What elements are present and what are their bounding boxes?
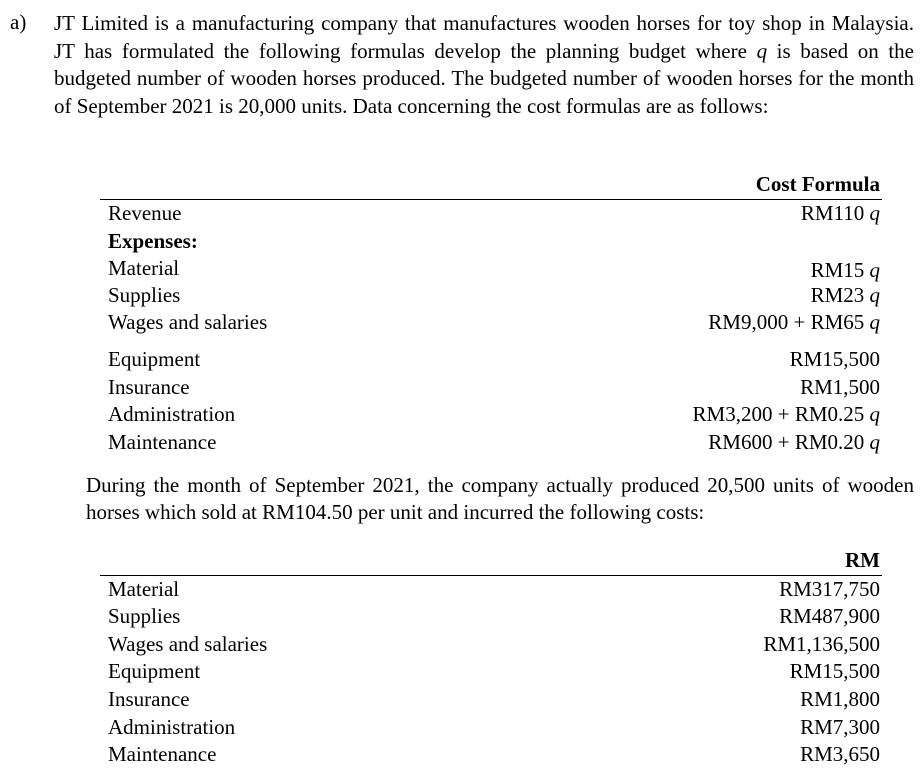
q-variable: q: [756, 38, 768, 63]
row-label: Wages and salaries: [108, 310, 268, 334]
question-intro: [54, 10, 914, 120]
row-value: RM9,000 + RM65 q: [708, 310, 880, 334]
row-value: RM1,800: [800, 687, 880, 711]
table-row: [100, 577, 882, 605]
table-row: [100, 310, 882, 338]
row-label: Maintenance: [108, 430, 217, 454]
row-value: RM1,136,500: [763, 632, 880, 656]
row-value: RM317,750: [779, 577, 880, 601]
row-value: RM23 q: [810, 283, 880, 307]
header-divider: [100, 199, 882, 200]
table-row: [100, 347, 882, 375]
table-row: [100, 687, 882, 715]
cost-formula-table: [100, 170, 882, 460]
row-label: Material: [108, 577, 180, 601]
row-label: Equipment: [108, 347, 201, 371]
row-label: Wages and salaries: [108, 632, 268, 656]
table-row: [100, 604, 882, 632]
row-label: Maintenance: [108, 742, 217, 766]
row-label: Equipment: [108, 659, 201, 683]
intro-text-2: is based on the budgeted number of wooden horses produced. The budgeted number of wooden horses for the month of September 2021 is 20,000 units. Data concerning the cost formulas are as follows:: [54, 38, 914, 118]
rm-header: RM: [845, 548, 880, 572]
table-row: [100, 659, 882, 687]
expenses-heading: Expenses:: [108, 229, 198, 253]
row-label: Material: [108, 256, 180, 280]
row-label: Revenue: [108, 201, 182, 225]
row-label: Supplies: [108, 283, 181, 307]
row-value: RM110 q: [800, 201, 880, 225]
row-value: RM15 q: [810, 258, 880, 282]
row-label: Supplies: [108, 604, 181, 628]
question-label: a): [10, 10, 27, 34]
row-label: Insurance: [108, 687, 190, 711]
table-row: [100, 402, 882, 430]
intro-text-1: JT Limited is a manufacturing company that manufactures wooden horses for toy shop in Malaysia. JT has formulated the following formulas develop the planning budget where: [54, 11, 914, 63]
row-value: RM15,500: [789, 659, 880, 683]
row-label: Administration: [108, 402, 236, 426]
row-value: RM3,650: [800, 742, 880, 766]
table-row: [100, 632, 882, 660]
row-value: RM1,500: [800, 375, 880, 399]
cost-formula-header: Cost Formula: [755, 172, 880, 196]
table-row: [100, 430, 882, 458]
table-row: [100, 742, 882, 770]
actual-costs-intro: During the month of September 2021, the company actually produced 20,500 units of wooden horses which sold at RM104.50 per unit and incurred the following costs:: [86, 473, 914, 524]
row-value: RM487,900: [779, 604, 880, 628]
row-label: Administration: [108, 715, 236, 739]
row-value: RM600 + RM0.20 q: [708, 430, 880, 454]
table-row: [100, 715, 882, 743]
table-row: [100, 229, 882, 257]
table-row: [100, 256, 882, 284]
row-value: RM15,500: [789, 347, 880, 371]
row-label: Insurance: [108, 375, 190, 399]
row-value: RM7,300: [800, 715, 880, 739]
table-row: [100, 375, 882, 403]
table-row: [100, 201, 882, 229]
table-row: [100, 283, 882, 311]
actual-costs-table: [100, 546, 882, 776]
row-value: RM3,200 + RM0.25 q: [692, 402, 880, 426]
header-divider: [100, 575, 882, 576]
